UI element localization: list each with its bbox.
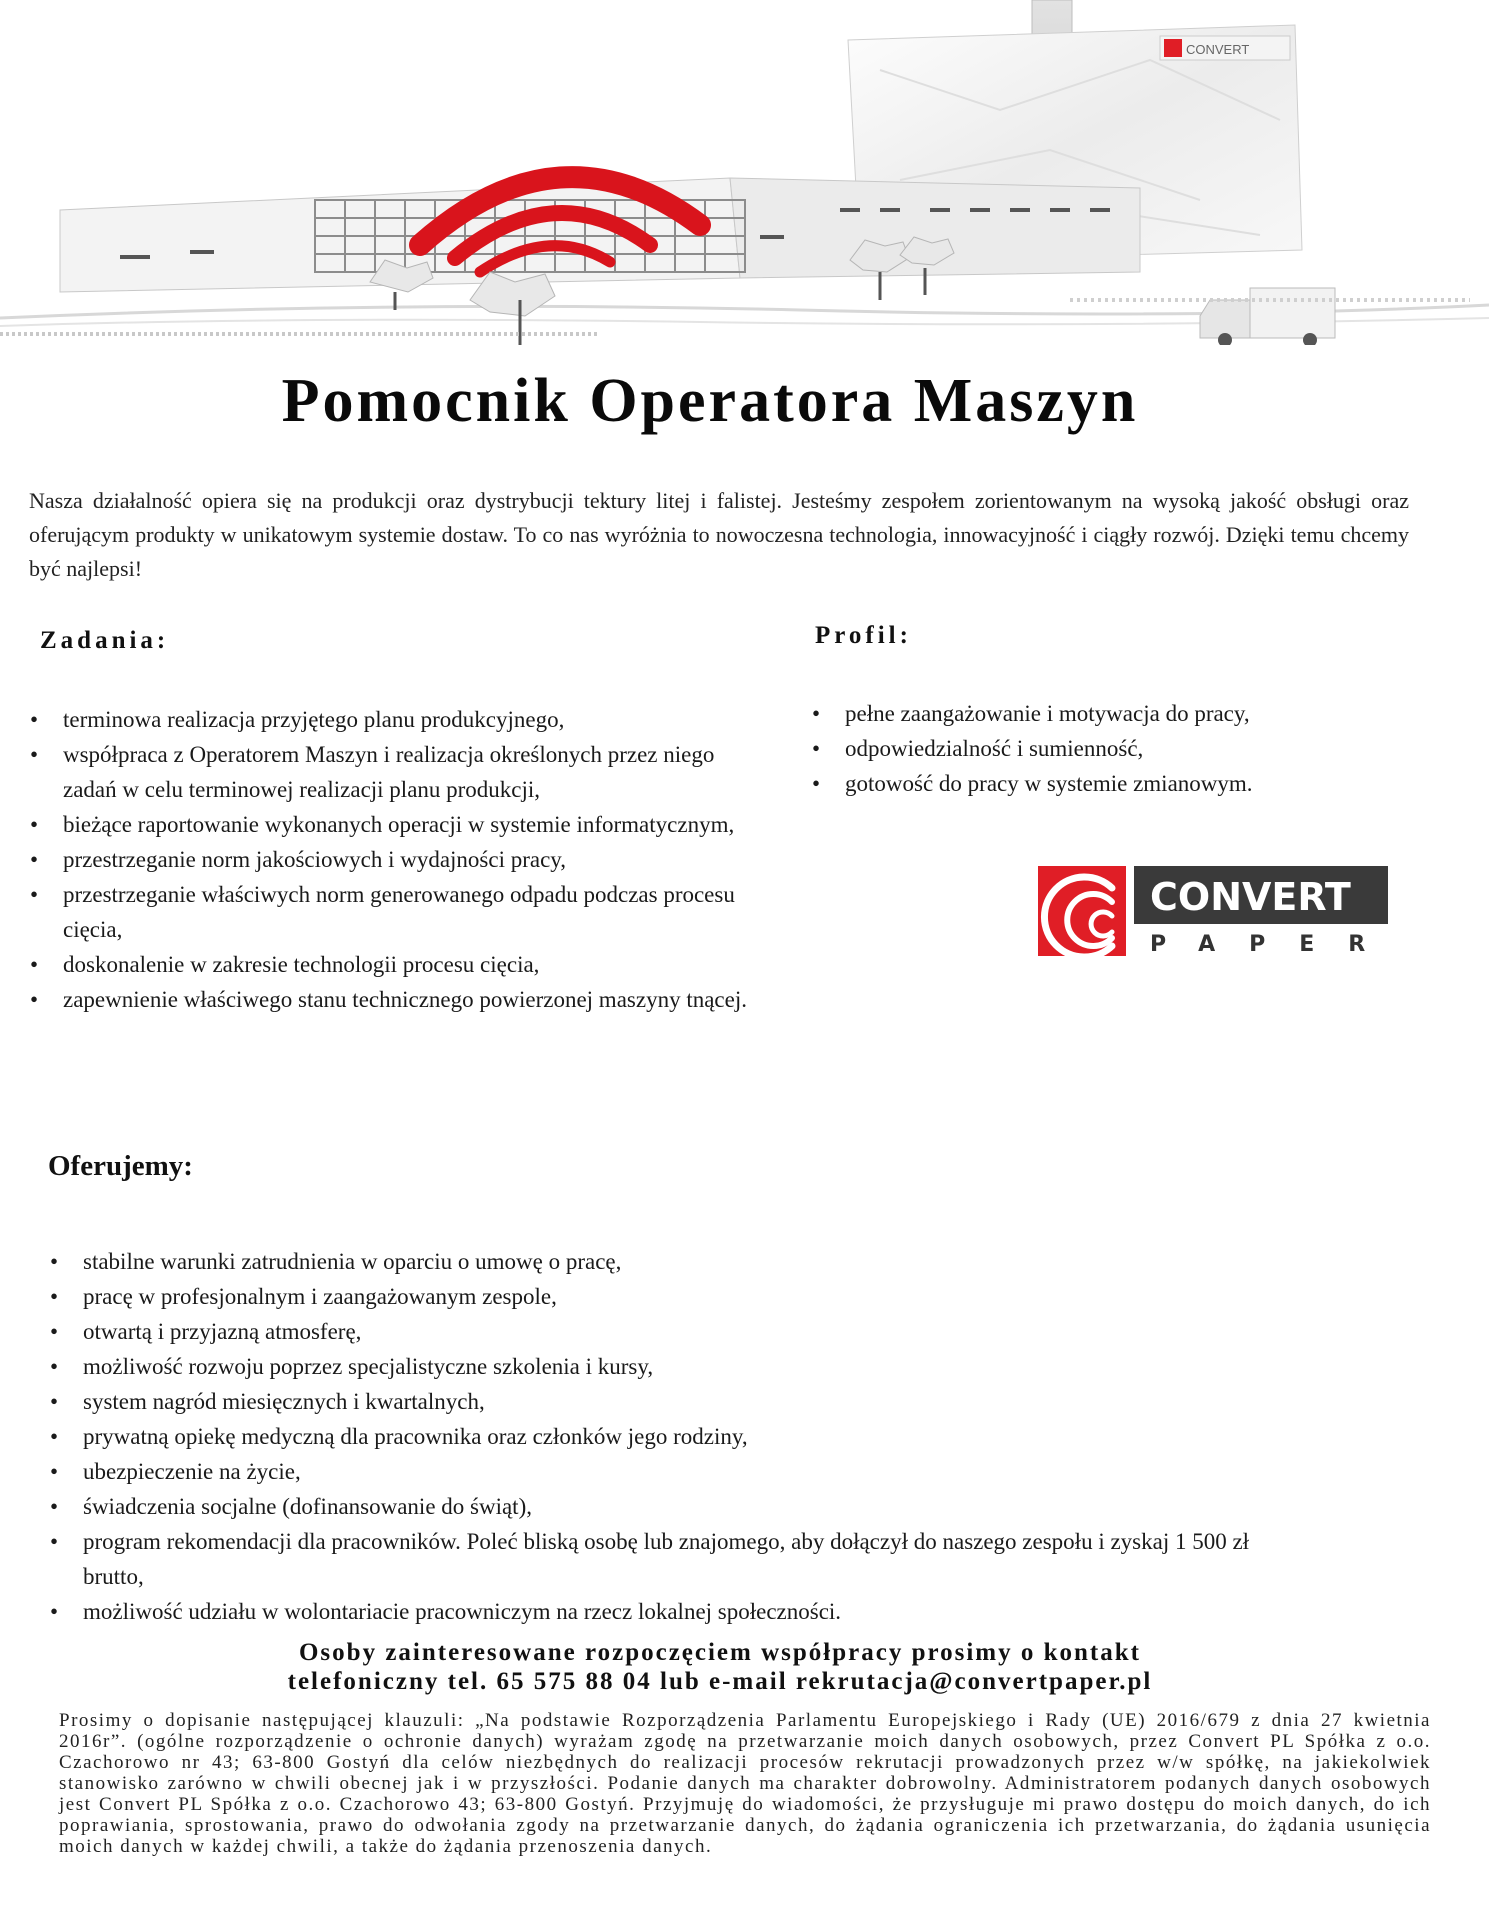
list-item: • system nagród miesięcznych i kwartalnych, — [50, 1389, 485, 1414]
list-item: • prywatną opiekę medyczną dla pracownika oraz członków jego rodziny, — [50, 1424, 748, 1449]
zadania-heading: Zadania: — [40, 627, 170, 654]
list-item: • możliwość rozwoju poprzez specjalistyczne szkolenia i kursy, — [50, 1354, 654, 1379]
list-item: • świadczenia socjalne (dofinansowanie do świąt), — [50, 1494, 532, 1519]
truck-illustration — [1200, 288, 1335, 345]
list-item: • ubezpieczenie na życie, — [50, 1459, 301, 1484]
contact-line-2: telefoniczny tel. 65 575 88 04 lub e-mail rekrutacja@convertpaper.pl — [287, 1668, 1153, 1695]
list-item: • możliwość udziału w wolontariacie pracowniczym na rzecz lokalnej społeczności. — [50, 1599, 842, 1624]
building-logo — [1160, 36, 1290, 60]
job-title: Pomocnik Operatora Maszyn — [281, 367, 1139, 435]
building-logo-word: CONVERT — [1186, 42, 1250, 57]
list-item: • pracę w profesjonalnym i zaangażowanym zespole, — [50, 1284, 557, 1309]
logo-name: CONVERT — [1150, 875, 1351, 919]
header-illustration — [0, 0, 1489, 345]
company-intro: Nasza działalność opiera się na produkcji oraz dystrybucji tektury litej i falistej. Jesteśmy zespołem zorientowanym na wysoką jakość obsługi oraz oferującym produkty w unikatowym systemie dostaw. To co nas wyróżnia to nowoczesna technologia, innowacyjność i ciągły rozwój. Dzięki temu chcemy być najlepsi! — [29, 488, 1409, 581]
list-item: • przestrzeganie właściwych norm generowanego odpadu podczas procesu cięcia, — [30, 882, 735, 942]
contact-info — [0, 1638, 1440, 1696]
convert-paper-logo-graphic — [1038, 866, 1388, 956]
list-item: • stabilne warunki zatrudnienia w oparciu o umowę o pracę, — [50, 1249, 622, 1274]
profil-list — [812, 696, 1432, 801]
list-item: • program rekomendacji dla pracowników. Poleć bliską osobę lub znajomego, aby dołączył do naszego zespołu i zyskaj 1 500 zł brutto, — [50, 1529, 1250, 1589]
convert-paper-logo — [1038, 866, 1388, 956]
list-item: • zapewnienie właściwego stanu technicznego powierzonej maszyny tnącej. — [30, 987, 747, 1012]
list-item: • odpowiedzialność i sumienność, — [812, 736, 1144, 761]
oferujemy-heading: Oferujemy: — [48, 1150, 193, 1182]
oferujemy-list — [50, 1244, 1310, 1629]
logo-sub: PAPER — [1150, 932, 1388, 956]
list-item: • otwartą i przyjazną atmosferę, — [50, 1319, 362, 1344]
list-item: • bieżące raportowanie wykonanych operacji w systemie informatycznym, — [30, 812, 735, 837]
list-item: • doskonalenie w zakresie technologii procesu cięcia, — [30, 952, 540, 977]
factory-building-illustration — [0, 0, 1489, 345]
gdpr-clause: Prosimy o dopisanie następującej klauzuli: „Na podstawie Rozporządzenia Parlamentu Europejskiego i Rady (UE) 2016/679 z dnia 27 kwietnia 2016r”. (ogólne rozporządzenie o ochronie danych) wyrażam zgodę na przetwarzanie moich danych osobowych, przez Convert PL Spółka z o.o. Czachorowo nr 43; 63-800 Gostyń dla celów niezbędnych do realizacji procesów rekrutacji prowadzonych przez w/w spółkę, na jakiekolwiek stanowisko zarówno w chwili obecnej jak i w przyszłości. Podanie danych ma charakter dobrowolny. Administratorem podanych danych osobowych jest Convert PL Spółka z o.o. Czachorowo 43; 63-800 Gostyń. Przyjmuję do wiadomości, że przysługuje mi prawo dostępu do moich danych, do ich poprawiania, sprostowania, prawo do odwołania zgody na przetwarzanie danych, do żądania ograniczenia ich przetwarzania, do żądania usunięcia moich danych w każdej chwili, a także do żądania przenoszenia danych. — [59, 1710, 1431, 1857]
profil-heading: Profil: — [815, 622, 912, 649]
list-item: • przestrzeganie norm jakościowych i wydajności pracy, — [30, 847, 567, 872]
list-item: • gotowość do pracy w systemie zmianowym. — [812, 771, 1253, 796]
list-item: • terminowa realizacja przyjętego planu produkcyjnego, — [30, 707, 565, 732]
list-item: • pełne zaangażowanie i motywacja do pracy, — [812, 701, 1250, 726]
contact-line-1: Osoby zainteresowane rozpoczęciem współpracy prosimy o kontakt — [298, 1639, 1141, 1666]
list-item: • współpraca z Operatorem Maszyn i realizacja określonych przez niego zadań w celu terminowej realizacji planu produkcji, — [30, 742, 715, 802]
zadania-list — [30, 702, 760, 1017]
